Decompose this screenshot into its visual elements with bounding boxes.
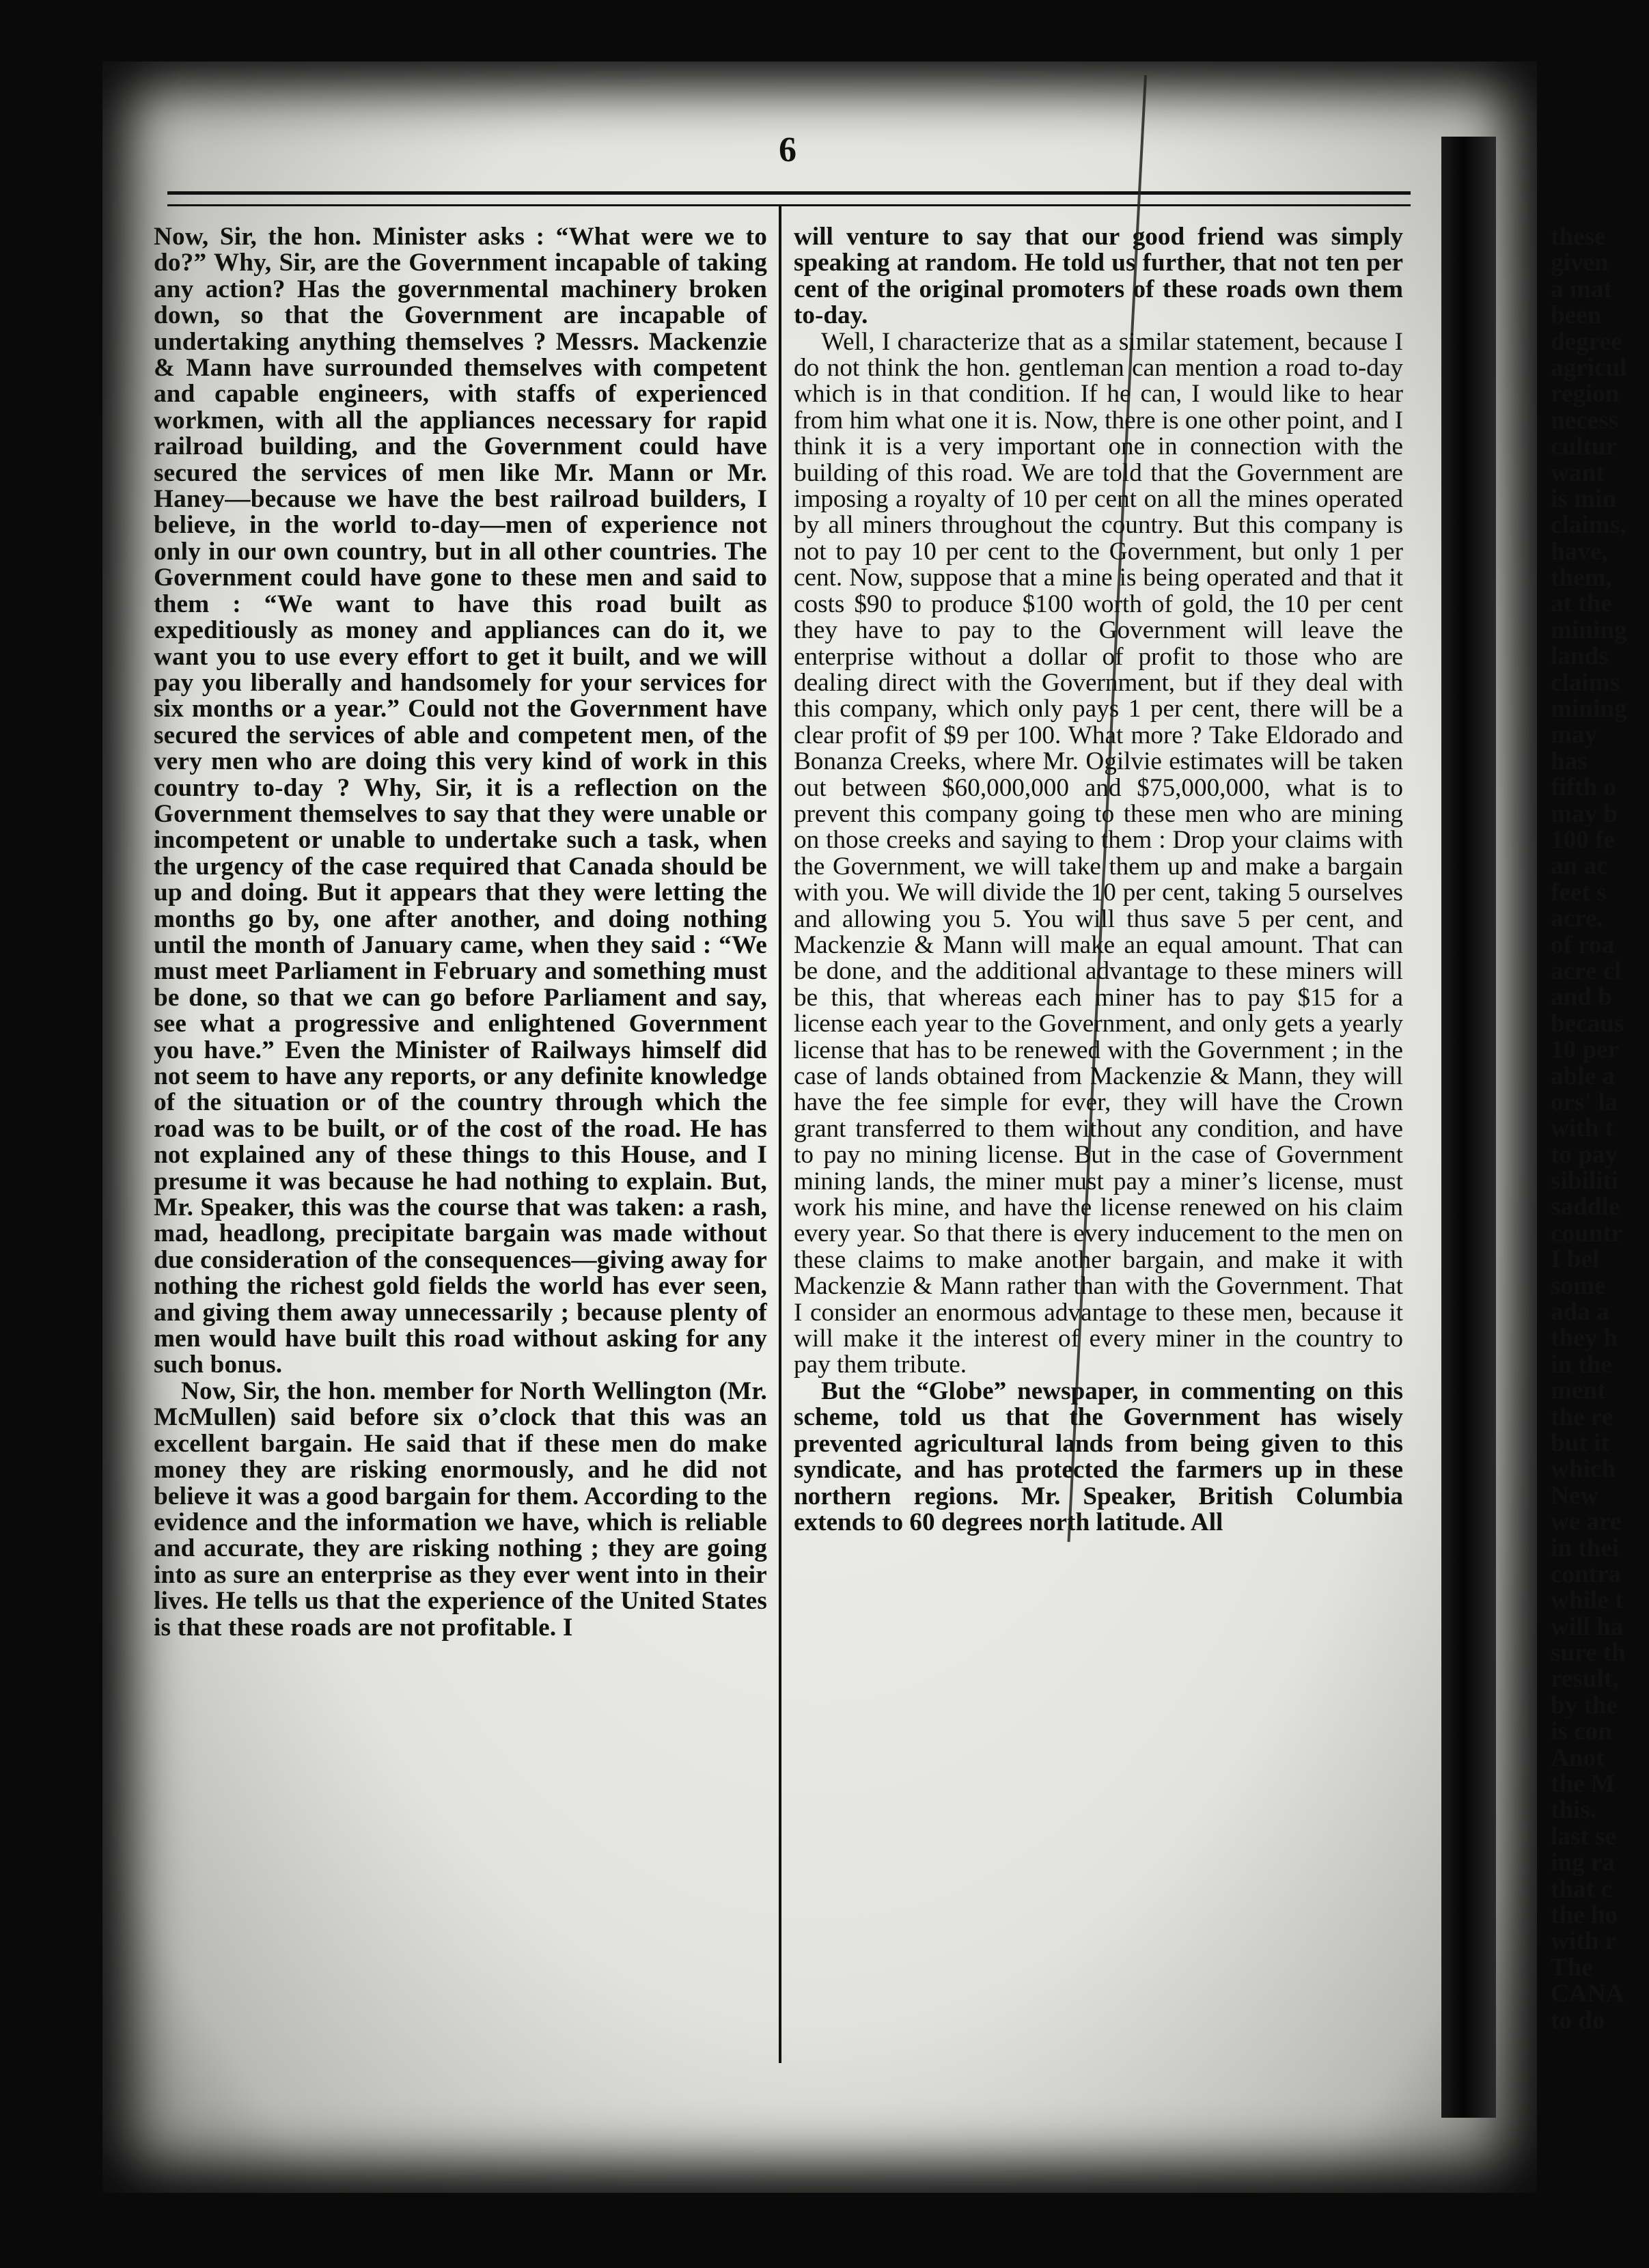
right-fragment-line: acre. (1551, 904, 1603, 933)
paragraph: will venture to say that our good friend was simply speaking at random. He told us further, that not ten per cent of the original promoters of these roads own them to-day. (794, 223, 1403, 330)
right-fragment-line: with r (1551, 1927, 1617, 1956)
right-fragment-line: been (1551, 301, 1602, 330)
right-fragment-line: 10 per (1551, 1036, 1620, 1064)
right-fragment-line: sibiliti (1551, 1167, 1619, 1195)
right-fragment-line: Anot (1551, 1743, 1605, 1772)
header-rule (167, 191, 1411, 206)
right-fragment-line: a mat (1551, 275, 1612, 303)
column-right-cropped (1551, 224, 1649, 2034)
right-fragment-line: these (1551, 224, 1606, 251)
right-fragment-line: claims (1551, 668, 1620, 697)
right-fragment-line: has (1551, 747, 1588, 775)
right-fragment-line: CANA (1551, 1980, 1624, 2008)
right-fragment-line: an ac (1551, 852, 1608, 881)
right-fragment-line: that c (1551, 1875, 1612, 1903)
right-fragment-line: cultur (1551, 432, 1618, 461)
right-fragment-line: some (1551, 1271, 1606, 1300)
right-fragment-line: by the (1551, 1691, 1618, 1719)
paragraph: Well, I characterize that as a similar statement, because I do not think the hon. gentleman can mention a road to-day which is in that condition. If he can, I would like to hear from him what one it is. Now, there is one other point, and I think it is a very important one in connection with the building of this road. We are told that the Government are imposing a royalty of 10 per cent on all the mines operated by all miners throughout the country. But this company is not to pay 10 per cent to the Government, but only 1 per cent. Now, suppose that a mine is being operated and that it costs $90 to produce $100 worth of gold, the 10 per cent they have to pay to the Government will leave the enterprise without a dollar of profit to those who are dealing direct with the Government, but if they deal with this company, which only pays 1 per cent, there will be a clear profit of $9 per 100. What more ? Take Eldorado and Bonanza Creeks, where Mr. Ogilvie estimates will be taken out between $60,000,000 and $75,000,000, what is to prevent this company going to these men who are mining on those creeks and saying to them : Drop your claims with the Government, we will take them up and make a bargain with you. We will divide the 10 per cent, taking 5 ourselves and allowing you 5. You will thus save 5 per cent, and Mackenzie & Mann will make an equal amount. That can be done, and the additional advantage to these miners will be this, that whereas each miner has to pay $15 for a license each year to the Government, and only gets a yearly license that has to be renewed with the Government ; in the case of lands obtained from Mackenzie & Mann, they will have the fee simple for ever, they will have the Crown grant transferred to them without any condition, and have to pay no mining license. But in the case of Government mining lands, the miner must pay a miner’s license, must work his mine, and have the license renewed on his claim every year. So that there is every inducement to the men on these claims to make another bargain, and make it with Mackenzie & Mann rather than with the Government. That I consider an enormous advantage to these men, because it will make it the interest of every miner in the country to pay them tribute. (794, 327, 1403, 1379)
page-fold (1441, 137, 1496, 2118)
right-fragment-line: countr (1551, 1219, 1623, 1247)
right-fragment-line: contra (1551, 1560, 1622, 1588)
right-fragment-line: ment (1551, 1377, 1606, 1405)
right-fragment-line: have, (1551, 537, 1608, 566)
right-fragment-line: which (1551, 1455, 1616, 1484)
right-fragment-line: in thei (1551, 1534, 1620, 1562)
right-fragment-line: they h (1551, 1324, 1618, 1353)
right-fragment-line: want (1551, 458, 1605, 487)
column-rule (779, 205, 781, 2063)
right-fragment-line: and b (1551, 983, 1612, 1012)
right-fragment-line: mining (1551, 695, 1627, 723)
right-fragment-line: I bel (1551, 1245, 1600, 1274)
right-fragment-line: is min (1551, 484, 1617, 513)
right-fragment-line: the ho (1551, 1901, 1618, 1929)
right-fragment-line: saddle (1551, 1193, 1620, 1221)
right-fragment-line: necess (1551, 406, 1619, 434)
right-fragment-line: acre cl (1551, 956, 1622, 985)
right-fragment-line: while t (1551, 1586, 1624, 1615)
right-fragment-line: lands (1551, 642, 1609, 671)
paragraph: Now, Sir, the hon. Minister asks : “What were we to do?” Why, Sir, are the Government incapable of taking any action? Has the governmental machinery broken down, so that the Government are incapable of undertaking anything themselves ? Messrs. Mackenzie & Mann have surrounded themselves with competent and capable engineers, with staffs of experienced workmen, with all the appliances necessary for rapid railroad building, and the Government could have secured the services of men like Mr. Mann or Mr. Haney—because we have the best railroad builders, I believe, in the world to-day—men of experience not only in our own country, but in all other countries. The Government could have gone to these men and said to them : “We want to have this road built as expeditiously as money and appliances can do it, we want you to use every effort to get it built, and we will pay you liberally and handsomely for your services for six months or a year.” Could not the Government have secured the services of able and competent men, of the very men who are doing this very kind of work in this country to-day ? Why, Sir, it is a reflection on the Government themselves to say that they were unable or incompetent or unable to undertake such a task, when the urgency of the case required that Canada should be up and doing. But it appears that they were letting the months go by, one after another, and doing nothing until the month of January came, when they said : “We must meet Parliament in February and something must be done, so that we can go before Parliament and say, see what a progressive and enlightened Government you have.” Even the Minister of Railways himself did not seem to have any reports, or any definite knowledge of the situation or of the country through which the road was to be built, or of the cost of the road. He has not explained any of these things to this House, and I presume it was because he had nothing to explain. But, Mr. Speaker, this was the course that was taken: a rash, mad, headlong, precipitate bargain was made without due consideration of the consequences—giving away for nothing the richest gold fields the world has ever seen, and giving them away unnecessarily ; because plenty of men would have built this road without asking for any such bonus. (154, 223, 767, 1379)
right-fragment-line: sure th (1551, 1639, 1626, 1668)
right-fragment-line: of roa (1551, 930, 1615, 959)
right-fragment-line: ors' la (1551, 1088, 1618, 1116)
right-fragment-line: but it (1551, 1428, 1609, 1457)
right-fragment-line: claims, (1551, 511, 1626, 540)
right-fragment-line: 100 fe (1551, 825, 1615, 854)
right-fragment-line: may b (1551, 799, 1618, 828)
right-fragment-line: New (1551, 1481, 1599, 1510)
right-fragment-line: ada a (1551, 1298, 1609, 1327)
right-fragment-line: becaus (1551, 1009, 1624, 1038)
page-number: 6 (779, 130, 796, 169)
right-fragment-line: feet s (1551, 878, 1607, 907)
paragraph: Now, Sir, the hon. member for North Wellington (Mr. McMullen) said before six o’clock that this was an excellent bargain. He said that if these men do make money they are risking enormously, and he did not believe it was a good bargain for them. According to the evidence and the information we have, which is reliable and accurate, they are risking nothing ; they are going into as sure an enterprise as they ever went into in their lives. He tells us that the experience of the United States is that these roads are not profitable. I (154, 1377, 767, 1642)
column-middle (794, 224, 1403, 1536)
right-fragment-line: is con (1551, 1717, 1612, 1746)
right-fragment-line: able a (1551, 1062, 1616, 1090)
right-fragment-line: to pay (1551, 1140, 1618, 1169)
right-fragment-line: The (1551, 1953, 1593, 1982)
right-fragment-line: may (1551, 721, 1598, 749)
right-fragment-line: given (1551, 249, 1609, 277)
right-fragment-line: we are (1551, 1508, 1622, 1536)
right-fragment-line: the M (1551, 1770, 1615, 1799)
right-fragment-line: the re (1551, 1402, 1613, 1431)
right-fragment-line: degree (1551, 327, 1622, 356)
right-fragment-line: ing ra (1551, 1849, 1616, 1877)
right-fragment-line: with t (1551, 1114, 1613, 1143)
right-fragment-line: in the (1551, 1350, 1612, 1379)
right-fragment-line: agricul (1551, 353, 1627, 382)
right-fragment-line: them, (1551, 564, 1612, 592)
right-fragment-line: region (1551, 380, 1620, 409)
right-fragment-line: this. (1551, 1796, 1597, 1825)
right-fragment-line: will ha (1551, 1612, 1624, 1641)
column-left (154, 224, 767, 1641)
paragraph: But the “Globe” newspaper, in commenting on this scheme, told us that the Government has wisely prevented agricultural lands from being given to this syndicate, and has protected the farmers up in these northern regions. Mr. Speaker, British Columbia extends to 60 degrees north latitude. All (794, 1377, 1403, 1536)
right-fragment-line: last se (1551, 1822, 1617, 1851)
right-fragment-line: to do (1551, 2006, 1605, 2034)
right-fragment-line: result, (1551, 1665, 1619, 1693)
right-fragment-line: at the (1551, 590, 1612, 618)
right-fragment-line: mining (1551, 616, 1627, 644)
right-fragment-line: fifth o (1551, 773, 1617, 802)
